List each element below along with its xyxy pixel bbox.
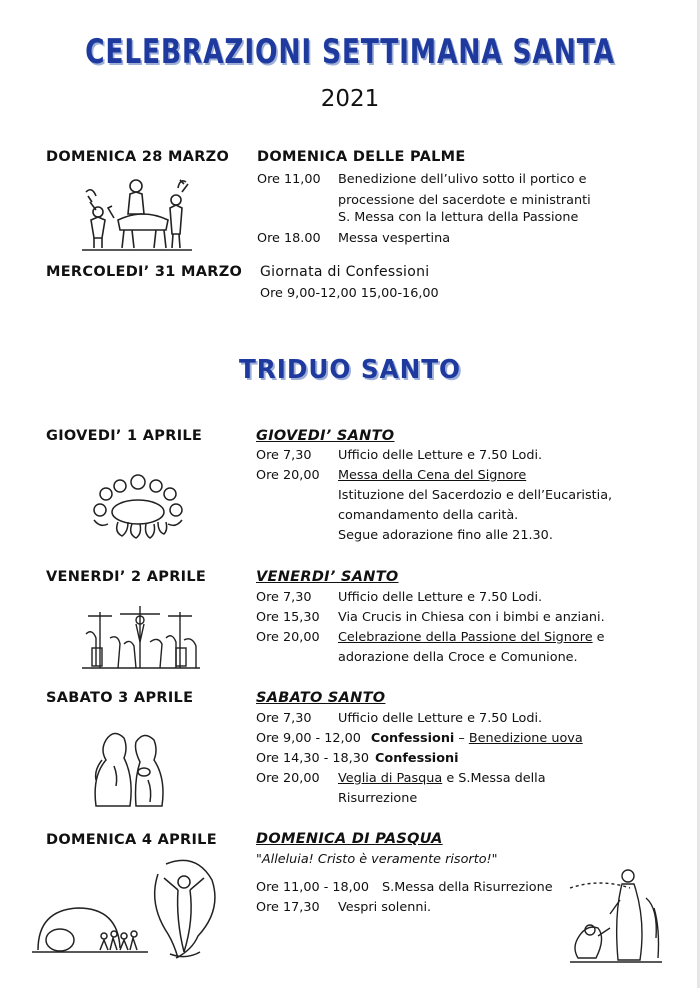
pasqua-r1-text: S.Messa della Risurrezione <box>382 880 553 895</box>
venerdi-event: VENERDI’ SANTO <box>256 569 399 585</box>
sabato-r1-text: Ufficio delle Letture e 7.50 Lodi. <box>338 711 543 726</box>
mercoledi-event: Giornata di Confessioni <box>260 264 430 280</box>
giovedi-r1-text: Ufficio delle Letture e 7.50 Lodi. <box>338 448 543 463</box>
venerdi-r3-line <box>338 630 605 645</box>
sabato-r3-line <box>256 751 458 766</box>
pasqua-quote: "Alleluia! Cristo è veramente risorto!" <box>256 852 498 867</box>
palme-r2-time: Ore 18.00 <box>257 231 321 246</box>
sabato-r4-text2: Risurrezione <box>338 791 418 806</box>
palm-sunday-illustration <box>78 172 196 256</box>
giovedi-r2-text4: Segue adorazione fino alle 21.30. <box>338 528 553 543</box>
palme-event: DOMENICA DELLE PALME <box>257 149 466 165</box>
mercoledi-day: MERCOLEDI’ 31 MARZO <box>46 264 243 280</box>
last-supper-illustration <box>90 468 186 540</box>
venerdi-r2-text: Via Crucis in Chiesa con i bimbi e anziani. <box>338 610 605 625</box>
giovedi-event: GIOVEDI’ SANTO <box>256 428 395 444</box>
triduo-title: TRIDUO SANTO <box>238 355 462 385</box>
venerdi-r3-text: Celebrazione della Passione del Signore <box>338 630 593 645</box>
sabato-r1-time: Ore 7,30 <box>256 711 312 726</box>
sabato-r4-time: Ore 20,00 <box>256 771 320 786</box>
giovedi-r2-text2: Istituzione del Sacerdozio e dell’Eucaristia, <box>338 488 613 503</box>
sabato-r4-text: e S.Messa della <box>442 771 546 786</box>
holy-women-illustration <box>84 726 174 808</box>
giovedi-r2-text: Messa della Cena del Signore <box>338 468 527 483</box>
giovedi-day: GIOVEDI’ 1 APRILE <box>46 428 203 444</box>
pasqua-day: DOMENICA 4 APRILE <box>46 832 217 848</box>
palme-r1-text: Benedizione dell’ulivo sotto il portico e <box>338 172 587 187</box>
venerdi-r1-text: Ufficio delle Letture e 7.50 Lodi. <box>338 590 543 605</box>
sabato-r2-line <box>256 731 583 746</box>
page-title: CELEBRAZIONI SETTIMANA SANTA <box>85 32 615 72</box>
sabato-r2-sep: – <box>454 731 469 746</box>
sabato-r3-bold: Confessioni <box>375 751 459 766</box>
crucifixion-illustration <box>80 604 202 670</box>
pasqua-event: DOMENICA DI PASQUA <box>256 831 443 847</box>
venerdi-r1-time: Ore 7,30 <box>256 590 312 605</box>
empty-tomb-illustration <box>30 890 150 958</box>
venerdi-day: VENERDI’ 2 APRILE <box>46 569 207 585</box>
palme-r1-time: Ore 11,00 <box>257 172 321 187</box>
giovedi-r1-time: Ore 7,30 <box>256 448 312 463</box>
pasqua-r1-time: Ore 11,00 - 18,00 <box>256 880 370 895</box>
mercoledi-hours: Ore 9,00-12,00 15,00-16,00 <box>260 286 439 301</box>
sabato-r2-time: Ore 9,00 - 12,00 <box>256 731 361 746</box>
palme-r1-text2: processione del sacerdote e ministranti <box>338 193 591 208</box>
sabato-event: SABATO SANTO <box>256 690 386 706</box>
sabato-r2-bold: Confessioni <box>370 731 455 746</box>
venerdi-r3-time: Ore 20,00 <box>256 630 320 645</box>
sabato-r3-time: Ore 14,30 - 18,30 <box>256 751 370 766</box>
venerdi-r2-time: Ore 15,30 <box>256 610 320 625</box>
pasqua-r2-text: Vespri solenni. <box>338 900 432 915</box>
palme-r1-text3: S. Messa con la lettura della Passione <box>338 210 579 225</box>
giovedi-r2-text3: comandamento della carità. <box>338 508 519 523</box>
sabato-r2-u: Benedizione uova <box>468 731 583 746</box>
noli-me-tangere-illustration <box>568 858 664 968</box>
palme-day: DOMENICA 28 MARZO <box>46 149 230 165</box>
risen-christ-illustration <box>146 856 222 964</box>
sabato-day: SABATO 3 APRILE <box>46 690 194 706</box>
page-year: 2021 <box>320 86 380 112</box>
sabato-r4-u: Veglia di Pasqua <box>338 771 443 786</box>
giovedi-r2-time: Ore 20,00 <box>256 468 320 483</box>
palme-r2-text: Messa vespertina <box>338 231 451 246</box>
venerdi-r3-text-b: e <box>592 630 605 645</box>
pasqua-r2-time: Ore 17,30 <box>256 900 320 915</box>
venerdi-r3-text2: adorazione della Croce e Comunione. <box>338 650 578 665</box>
sabato-r4-line <box>338 771 546 786</box>
